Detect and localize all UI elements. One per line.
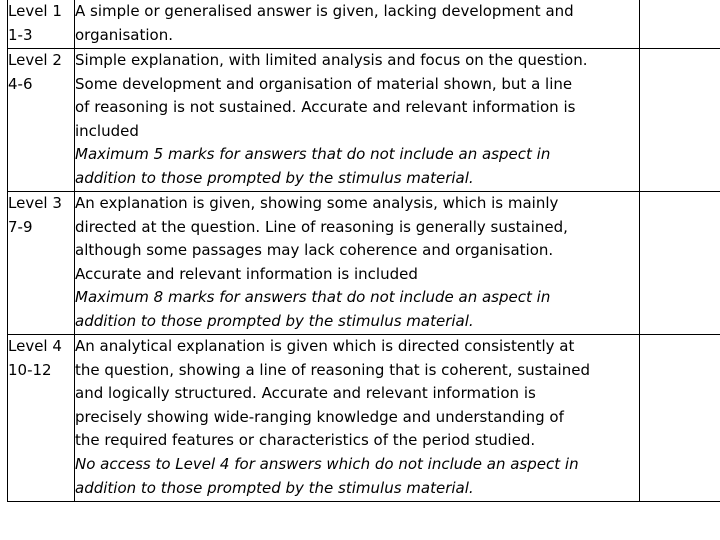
table-row-level-4 <box>8 335 720 502</box>
descriptor-line: An analytical explanation is given which is directed consistently at <box>75 337 575 355</box>
descriptor-line: precisely showing wide-ranging knowledge and understanding of <box>75 407 564 426</box>
descriptor-line: Some development and organisation of material shown, but a line <box>75 74 573 93</box>
marks-cell <box>640 192 720 335</box>
table-row-level-2 <box>8 49 720 192</box>
descriptor-cell <box>75 192 640 335</box>
level-marks: 7-9 <box>8 217 33 236</box>
level-marks: 10-12 <box>8 360 52 379</box>
marks-cell <box>640 0 720 49</box>
descriptor-line: directed at the question. Line of reasoning is generally sustained, <box>75 217 568 236</box>
marks-cell <box>640 335 720 502</box>
descriptor-line: of reasoning is not sustained. Accurate and relevant information is <box>75 98 576 117</box>
descriptor-line: the question, showing a line of reasoning that is coherent, sustained <box>75 360 590 379</box>
cap-note-line: addition to those prompted by the stimulus material. <box>75 311 474 330</box>
descriptor-line: included <box>75 121 139 140</box>
cap-note-line: No access to Level 4 for answers which do not include an aspect in <box>75 454 579 473</box>
descriptor-cell <box>75 49 640 192</box>
table-row-level-1 <box>8 0 720 49</box>
descriptor-line: organisation. <box>75 25 173 44</box>
level-cell <box>8 49 75 192</box>
cap-note-line: Maximum 8 marks for answers that do not include an aspect in <box>75 288 551 307</box>
level-label: Level 4 <box>8 337 62 355</box>
descriptor-line: the required features or characteristics of the period studied. <box>75 431 536 450</box>
descriptor-line: A simple or generalised answer is given, lacking development and <box>75 2 574 20</box>
descriptor-line: although some passages may lack coherence and organisation. <box>75 241 554 260</box>
cap-note-line: Maximum 5 marks for answers that do not include an aspect in <box>75 145 551 164</box>
level-marks: 1-3 <box>8 25 33 44</box>
table-row-level-3 <box>8 192 720 335</box>
level-cell <box>8 0 75 49</box>
level-label: Level 1 <box>8 2 62 20</box>
mark-scheme-table <box>7 0 720 502</box>
marks-cell <box>640 49 720 192</box>
level-label: Level 3 <box>8 194 62 212</box>
level-cell <box>8 192 75 335</box>
descriptor-line: Simple explanation, with limited analysis and focus on the question. <box>75 51 588 69</box>
descriptor-cell <box>75 335 640 502</box>
cap-note-line: addition to those prompted by the stimulus material. <box>75 478 474 497</box>
descriptor-cell <box>75 0 640 49</box>
cap-note-line: addition to those prompted by the stimulus material. <box>75 168 474 187</box>
level-marks: 4-6 <box>8 74 33 93</box>
descriptor-line: Accurate and relevant information is included <box>75 264 418 283</box>
level-label: Level 2 <box>8 51 62 69</box>
descriptor-line: and logically structured. Accurate and relevant information is <box>75 384 536 403</box>
level-cell <box>8 335 75 502</box>
descriptor-line: An explanation is given, showing some analysis, which is mainly <box>75 194 559 212</box>
